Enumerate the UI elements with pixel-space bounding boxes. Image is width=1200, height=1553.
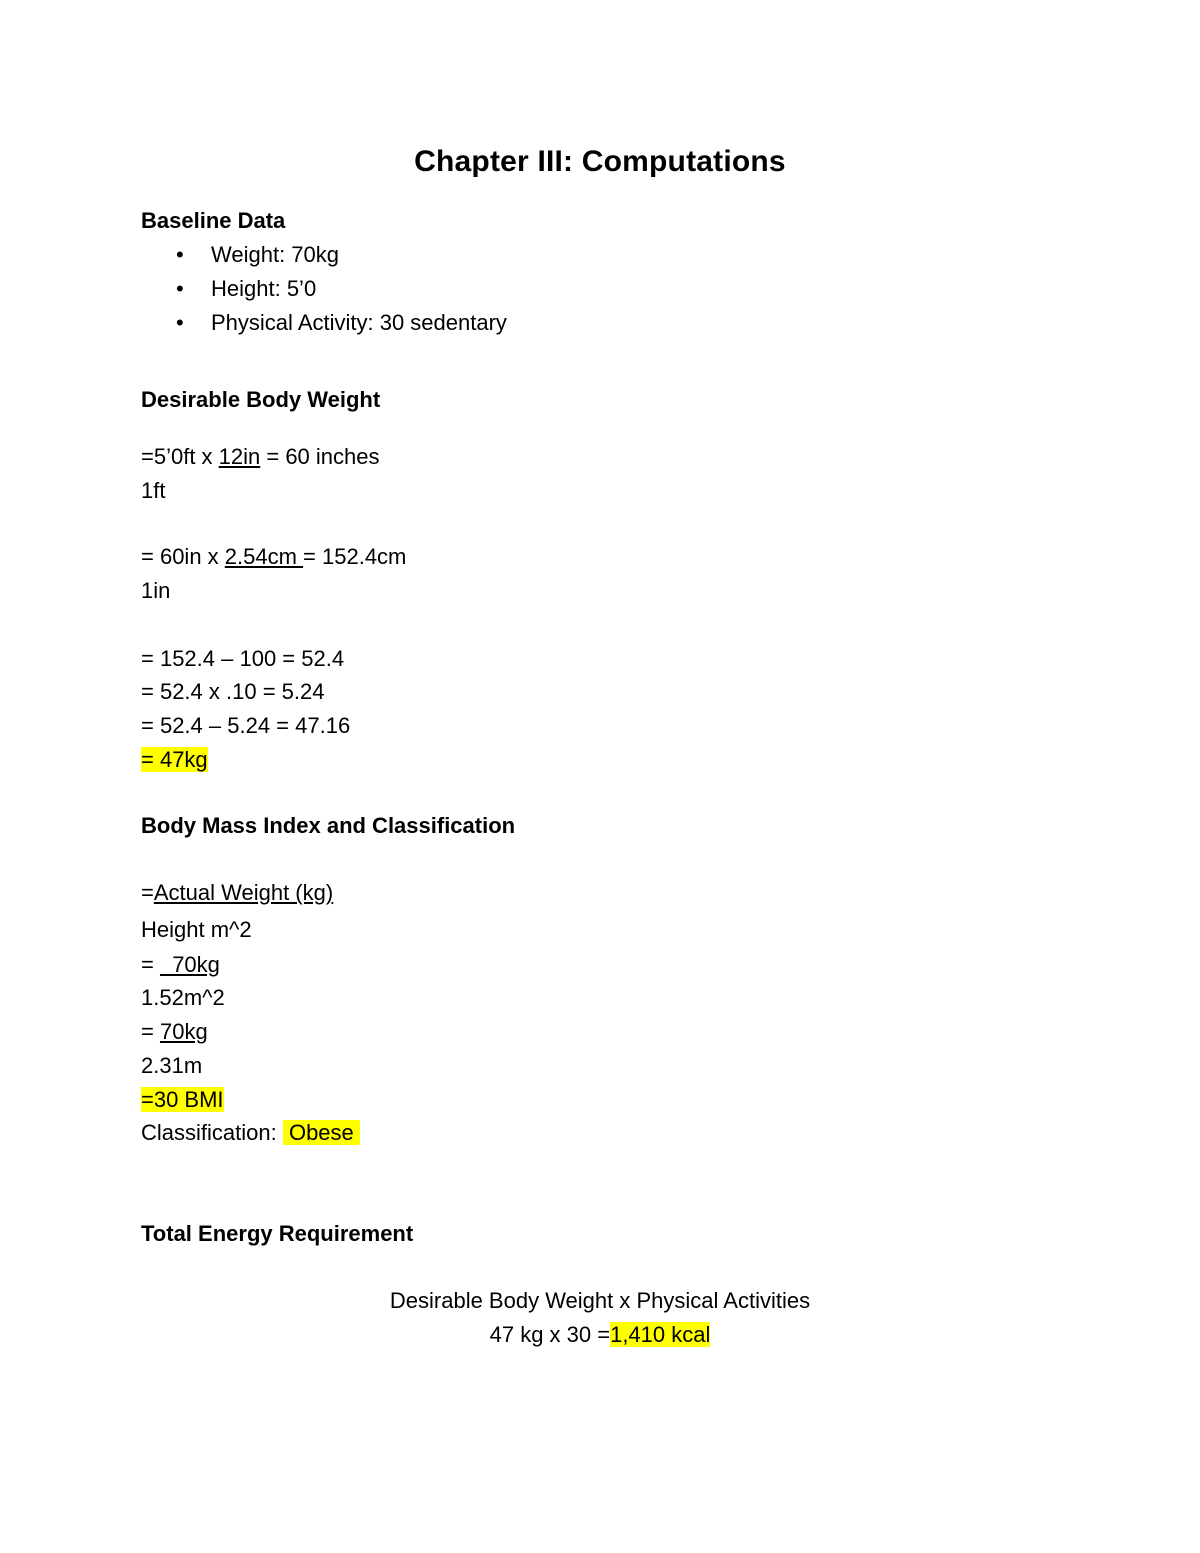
ter-calc-pre: 47 kg x 30 =	[489, 1322, 611, 1347]
baseline-item-height: Height: 5’0	[211, 276, 317, 301]
dbw-line-7: = 52.4 – 5.24 = 47.16	[141, 713, 351, 738]
bmi-line-5-numerator: 70kg	[159, 1019, 208, 1044]
bmi-classification	[141, 1119, 360, 1147]
dbw-line-1-pre: =5’0ft x	[141, 444, 219, 469]
bmi-line-3-numerator: 70kg	[159, 952, 220, 977]
dbw-line-2: 1ft	[141, 478, 166, 503]
baseline-item-activity: Physical Activity: 30 sedentary	[211, 310, 507, 335]
page-title: Chapter III: Computations	[414, 145, 786, 178]
dbw-line-3-numerator: 2.54cm	[224, 544, 304, 569]
dbw-line-3-post: = 152.4cm	[303, 544, 407, 569]
dbw-line-6: = 52.4 x .10 = 5.24	[141, 679, 325, 704]
dbw-line-5: = 152.4 – 100 = 52.4	[141, 646, 345, 671]
bmi-classification-value: Obese	[282, 1120, 360, 1145]
ter-calculation	[0, 1321, 1200, 1349]
bmi-line-5-pre: =	[141, 1019, 160, 1044]
ter-heading: Total Energy Requirement	[141, 1221, 414, 1246]
baseline-heading: Baseline Data	[141, 208, 286, 233]
dbw-result	[141, 746, 208, 774]
bmi-line-3	[141, 951, 220, 979]
bmi-heading: Body Mass Index and Classification	[141, 813, 516, 838]
dbw-line-1-post: = 60 inches	[260, 444, 380, 469]
ter-formula: Desirable Body Weight x Physical Activities	[389, 1288, 811, 1313]
bullet-icon: •	[176, 242, 184, 267]
dbw-heading: Desirable Body Weight	[141, 387, 381, 412]
bullet-icon: •	[176, 310, 184, 335]
bmi-line-1	[141, 879, 333, 907]
bmi-line-4: 1.52m^2	[141, 985, 225, 1010]
dbw-line-1	[141, 443, 380, 471]
bullet-icon: •	[176, 276, 184, 301]
dbw-line-1-numerator: 12in	[218, 444, 261, 469]
bmi-line-6: 2.31m	[141, 1053, 203, 1078]
bmi-line-3-pre: =	[141, 952, 160, 977]
bmi-classification-label: Classification:	[141, 1120, 283, 1145]
ter-calc-result: 1,410 kcal	[610, 1322, 711, 1347]
bmi-line-1-numerator: Actual Weight (kg)	[153, 880, 334, 905]
bmi-result-highlight: =30 BMI	[141, 1087, 224, 1112]
bmi-result	[141, 1086, 224, 1114]
bmi-line-5	[141, 1018, 208, 1046]
dbw-line-3-pre: = 60in x	[141, 544, 225, 569]
bmi-line-1-pre: =	[141, 880, 154, 905]
dbw-result-highlight: = 47kg	[141, 747, 208, 772]
bmi-line-2: Height m^2	[141, 917, 252, 942]
dbw-line-4: 1in	[141, 578, 171, 603]
baseline-item-weight: Weight: 70kg	[211, 242, 340, 267]
dbw-line-3	[141, 543, 406, 571]
